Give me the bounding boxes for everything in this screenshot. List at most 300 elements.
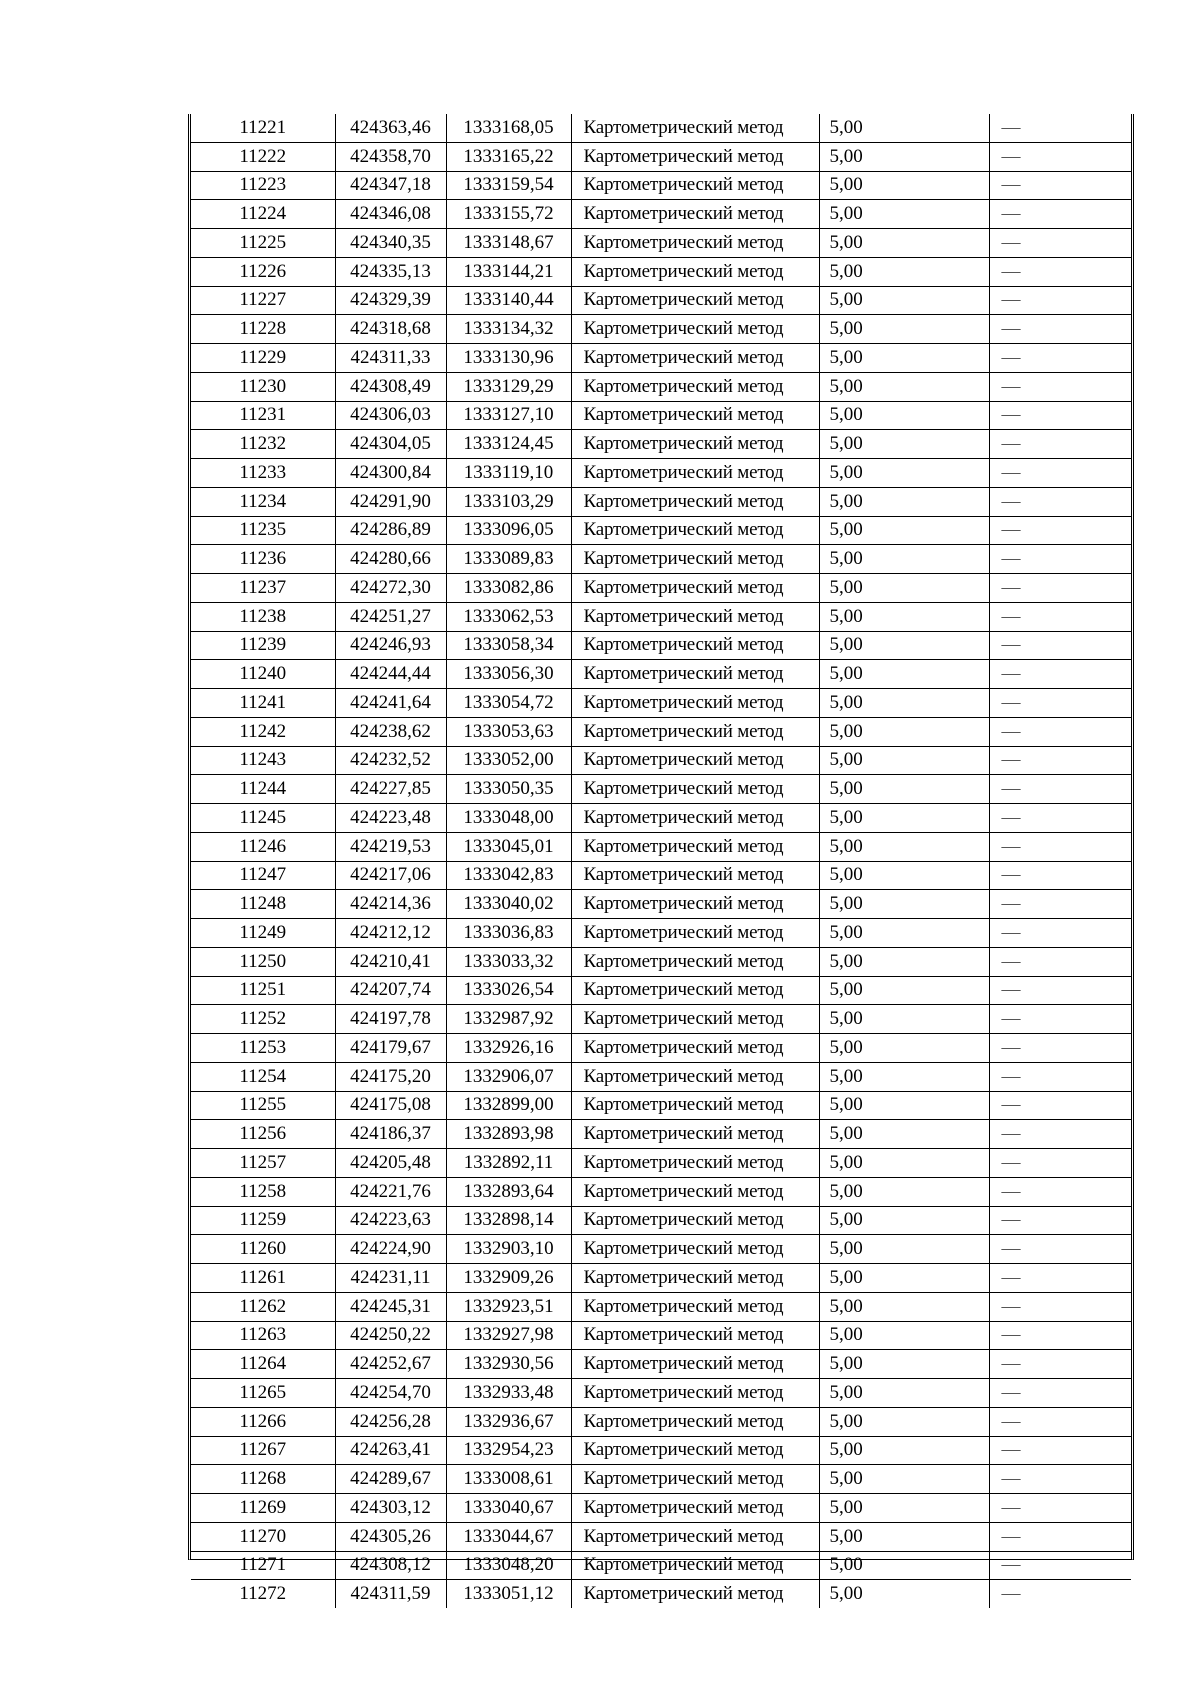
- description-cell: —: [989, 1177, 1131, 1206]
- method-cell: Картометрический метод: [571, 602, 819, 631]
- x-coordinate-cell: 424252,67: [335, 1350, 446, 1379]
- method-cell: Картометрический метод: [571, 689, 819, 718]
- method-cell: Картометрический метод: [571, 1235, 819, 1264]
- description-cell: —: [989, 832, 1131, 861]
- table-row: [191, 1465, 1131, 1494]
- point-number-cell: 11266: [191, 1407, 335, 1436]
- accuracy-cell: 5,00: [819, 804, 989, 833]
- accuracy-cell: 5,00: [819, 947, 989, 976]
- method-cell: Картометрический метод: [571, 1034, 819, 1063]
- y-coordinate-cell: 1333148,67: [446, 229, 571, 258]
- description-cell: —: [989, 660, 1131, 689]
- point-number-cell: 11264: [191, 1350, 335, 1379]
- table-row: [191, 1494, 1131, 1523]
- y-coordinate-cell: 1333048,20: [446, 1551, 571, 1580]
- method-cell: Картометрический метод: [571, 1407, 819, 1436]
- x-coordinate-cell: 424335,13: [335, 257, 446, 286]
- accuracy-cell: 5,00: [819, 114, 989, 142]
- y-coordinate-cell: 1333119,10: [446, 459, 571, 488]
- point-number-cell: 11259: [191, 1206, 335, 1235]
- x-coordinate-cell: 424254,70: [335, 1379, 446, 1408]
- method-cell: Картометрический метод: [571, 286, 819, 315]
- table-row: [191, 1350, 1131, 1379]
- accuracy-cell: 5,00: [819, 257, 989, 286]
- y-coordinate-cell: 1332898,14: [446, 1206, 571, 1235]
- table-row: [191, 947, 1131, 976]
- method-cell: Картометрический метод: [571, 832, 819, 861]
- point-number-cell: 11235: [191, 516, 335, 545]
- table-row: [191, 1177, 1131, 1206]
- table-row: [191, 1522, 1131, 1551]
- method-cell: Картометрический метод: [571, 1005, 819, 1034]
- description-cell: —: [989, 430, 1131, 459]
- y-coordinate-cell: 1333134,32: [446, 315, 571, 344]
- method-cell: Картометрический метод: [571, 631, 819, 660]
- accuracy-cell: 5,00: [819, 430, 989, 459]
- y-coordinate-cell: 1332933,48: [446, 1379, 571, 1408]
- point-number-cell: 11244: [191, 775, 335, 804]
- point-number-cell: 11268: [191, 1465, 335, 1494]
- coordinates-table: [191, 114, 1131, 1608]
- description-cell: —: [989, 947, 1131, 976]
- method-cell: Картометрический метод: [571, 1436, 819, 1465]
- description-cell: —: [989, 459, 1131, 488]
- point-number-cell: 11221: [239, 116, 287, 138]
- y-coordinate-cell: 1333124,45: [446, 430, 571, 459]
- y-coordinate-cell: 1332954,23: [446, 1436, 571, 1465]
- table-row: [191, 631, 1131, 660]
- accuracy-cell: 5,00: [819, 459, 989, 488]
- description-cell: —: [989, 1264, 1131, 1293]
- point-number-cell: 11248: [191, 890, 335, 919]
- table-row: [191, 890, 1131, 919]
- x-coordinate-cell: 424223,63: [335, 1206, 446, 1235]
- method-cell: Картометрический метод: [571, 142, 819, 171]
- y-coordinate-cell: 1333054,72: [446, 689, 571, 718]
- point-number-cell: 11239: [191, 631, 335, 660]
- table-row: [191, 602, 1131, 631]
- table-row: [191, 142, 1131, 171]
- method-cell: Картометрический метод: [571, 459, 819, 488]
- table-row: [191, 200, 1131, 229]
- accuracy-cell: 5,00: [819, 1580, 989, 1608]
- accuracy-cell: 5,00: [819, 229, 989, 258]
- table-row: [191, 401, 1131, 430]
- accuracy-cell: 5,00: [819, 344, 989, 373]
- x-coordinate-cell: 424306,03: [335, 401, 446, 430]
- accuracy-cell: 5,00: [819, 1264, 989, 1293]
- x-coordinate-cell: 424186,37: [335, 1120, 446, 1149]
- description-cell: —: [989, 229, 1131, 258]
- description-cell: —: [989, 1292, 1131, 1321]
- x-coordinate-cell: 424219,53: [335, 832, 446, 861]
- method-cell: Картометрический метод: [571, 1149, 819, 1178]
- point-number-cell: 11261: [191, 1264, 335, 1293]
- description-cell: —: [989, 545, 1131, 574]
- accuracy-cell: 5,00: [819, 919, 989, 948]
- method-cell: Картометрический метод: [571, 1580, 819, 1608]
- method-cell: Картометрический метод: [571, 1465, 819, 1494]
- method-cell: Картометрический метод: [571, 775, 819, 804]
- description-cell: —: [989, 1350, 1131, 1379]
- table-row: [191, 286, 1131, 315]
- point-number-cell: 11228: [191, 315, 335, 344]
- y-coordinate-cell: 1333036,83: [446, 919, 571, 948]
- description-cell: —: [989, 1494, 1131, 1523]
- method-cell: Картометрический метод: [571, 430, 819, 459]
- point-number-cell: 11272: [191, 1580, 335, 1608]
- x-coordinate-cell: 424205,48: [335, 1149, 446, 1178]
- table-row: [191, 1292, 1131, 1321]
- description-cell: —: [989, 1379, 1131, 1408]
- description-cell: —: [989, 1062, 1131, 1091]
- y-coordinate-cell: 1332936,67: [446, 1407, 571, 1436]
- table-row: [191, 1551, 1131, 1580]
- coordinates-table-body: [191, 114, 1131, 1608]
- table-row: [191, 861, 1131, 890]
- point-number-cell: 11255: [191, 1091, 335, 1120]
- description-cell: —: [989, 200, 1131, 229]
- method-cell: Картометрический метод: [571, 947, 819, 976]
- y-coordinate-cell: 1333045,01: [446, 832, 571, 861]
- y-coordinate-cell: 1332926,16: [446, 1034, 571, 1063]
- x-coordinate-cell: 424340,35: [335, 229, 446, 258]
- table-row: [191, 344, 1131, 373]
- table-row: [191, 430, 1131, 459]
- x-coordinate-cell: 424363,46: [335, 114, 446, 142]
- description-cell: —: [989, 372, 1131, 401]
- method-cell: Картометрический метод: [571, 1350, 819, 1379]
- y-coordinate-cell: 1333044,67: [446, 1522, 571, 1551]
- y-coordinate-cell: 1332923,51: [446, 1292, 571, 1321]
- x-coordinate-cell: 424231,11: [335, 1264, 446, 1293]
- x-coordinate-cell: 424251,27: [335, 602, 446, 631]
- x-coordinate-cell: 424246,93: [335, 631, 446, 660]
- point-number-cell: 11223: [191, 171, 335, 200]
- y-coordinate-cell: 1333089,83: [446, 545, 571, 574]
- method-cell: Картометрический метод: [571, 372, 819, 401]
- point-number-cell: 11237: [191, 574, 335, 603]
- point-number-cell: 11267: [191, 1436, 335, 1465]
- description-cell: —: [989, 717, 1131, 746]
- method-cell: Картометрический метод: [571, 1494, 819, 1523]
- x-coordinate-cell: 424179,67: [335, 1034, 446, 1063]
- x-coordinate-cell: 424311,59: [335, 1580, 446, 1608]
- y-coordinate-cell: 1333165,22: [446, 142, 571, 171]
- description-cell: —: [989, 315, 1131, 344]
- point-number-cell: 11241: [191, 689, 335, 718]
- table-row: [191, 1264, 1131, 1293]
- method-cell: Картометрический метод: [571, 1379, 819, 1408]
- table-row: [191, 1062, 1131, 1091]
- table-row: [191, 919, 1131, 948]
- accuracy-cell: 5,00: [819, 401, 989, 430]
- x-coordinate-cell: 424175,20: [335, 1062, 446, 1091]
- table-row: [191, 1379, 1131, 1408]
- y-coordinate-cell: 1333056,30: [446, 660, 571, 689]
- description-cell: —: [989, 142, 1131, 171]
- method-cell: Картометрический метод: [571, 976, 819, 1005]
- point-number-cell: 11262: [191, 1292, 335, 1321]
- point-number-cell: 11229: [191, 344, 335, 373]
- table-row: [191, 1436, 1131, 1465]
- point-number-cell: 11269: [191, 1494, 335, 1523]
- method-cell: Картометрический метод: [571, 516, 819, 545]
- point-number-cell: 11222: [191, 142, 335, 171]
- accuracy-cell: 5,00: [819, 976, 989, 1005]
- accuracy-cell: 5,00: [819, 574, 989, 603]
- accuracy-cell: 5,00: [819, 315, 989, 344]
- method-cell: Картометрический метод: [571, 1206, 819, 1235]
- accuracy-cell: 5,00: [819, 832, 989, 861]
- y-coordinate-cell: 1333103,29: [446, 487, 571, 516]
- x-coordinate-cell: 424280,66: [335, 545, 446, 574]
- method-cell: Картометрический метод: [571, 315, 819, 344]
- y-coordinate-cell: 1333042,83: [446, 861, 571, 890]
- description-cell: —: [989, 1465, 1131, 1494]
- table-row: [191, 1091, 1131, 1120]
- description-cell: —: [989, 1206, 1131, 1235]
- y-coordinate-cell: 1333033,32: [446, 947, 571, 976]
- y-coordinate-cell: 1333062,53: [446, 602, 571, 631]
- y-coordinate-cell: 1332927,98: [446, 1321, 571, 1350]
- x-coordinate-cell: 424318,68: [335, 315, 446, 344]
- x-coordinate-cell: 424304,05: [335, 430, 446, 459]
- accuracy-cell: 5,00: [819, 142, 989, 171]
- description-cell: —: [989, 257, 1131, 286]
- table-row: [191, 171, 1131, 200]
- table-row: [191, 372, 1131, 401]
- x-coordinate-cell: 424250,22: [335, 1321, 446, 1350]
- x-coordinate-cell: 424212,12: [335, 919, 446, 948]
- accuracy-cell: 5,00: [819, 1177, 989, 1206]
- x-coordinate-cell: 424217,06: [335, 861, 446, 890]
- table-row: [191, 1120, 1131, 1149]
- x-coordinate-cell: 424224,90: [335, 1235, 446, 1264]
- x-coordinate-cell: 424308,12: [335, 1551, 446, 1580]
- y-coordinate-cell: 1333130,96: [446, 344, 571, 373]
- accuracy-cell: 5,00: [819, 1465, 989, 1494]
- description-cell: —: [989, 602, 1131, 631]
- method-cell: Картометрический метод: [571, 1264, 819, 1293]
- x-coordinate-cell: 424300,84: [335, 459, 446, 488]
- method-cell: Картометрический метод: [571, 1321, 819, 1350]
- accuracy-cell: 5,00: [819, 1551, 989, 1580]
- y-coordinate-cell: 1333058,34: [446, 631, 571, 660]
- y-coordinate-cell: 1332906,07: [446, 1062, 571, 1091]
- accuracy-cell: 5,00: [819, 689, 989, 718]
- point-number-cell: 11232: [191, 430, 335, 459]
- point-number-cell: 11271: [191, 1551, 335, 1580]
- point-number-cell: 11242: [191, 717, 335, 746]
- point-number-cell: 11226: [191, 257, 335, 286]
- method-cell: Картометрический метод: [571, 401, 819, 430]
- description-cell: —: [989, 1522, 1131, 1551]
- y-coordinate-cell: 1333129,29: [446, 372, 571, 401]
- point-number-cell: 11234: [191, 487, 335, 516]
- point-number-cell: 11247: [191, 861, 335, 890]
- x-coordinate-cell: 424305,26: [335, 1522, 446, 1551]
- x-coordinate-cell: 424263,41: [335, 1436, 446, 1465]
- y-coordinate-cell: 1333040,02: [446, 890, 571, 919]
- x-coordinate-cell: 424214,36: [335, 890, 446, 919]
- y-coordinate-cell: 1333140,44: [446, 286, 571, 315]
- x-coordinate-cell: 424308,49: [335, 372, 446, 401]
- point-number-cell: 11231: [191, 401, 335, 430]
- x-coordinate-cell: 424210,41: [335, 947, 446, 976]
- description-cell: —: [989, 1551, 1131, 1580]
- description-cell: —: [989, 1034, 1131, 1063]
- method-cell: Картометрический метод: [571, 200, 819, 229]
- table-row: [191, 1580, 1131, 1608]
- y-coordinate-cell: 1333096,05: [446, 516, 571, 545]
- table-row: [191, 775, 1131, 804]
- table-row: [191, 315, 1131, 344]
- point-number-cell: 11270: [191, 1522, 335, 1551]
- point-number-cell: 11245: [191, 804, 335, 833]
- x-coordinate-cell: 424227,85: [335, 775, 446, 804]
- x-coordinate-cell: 424238,62: [335, 717, 446, 746]
- accuracy-cell: 5,00: [819, 660, 989, 689]
- accuracy-cell: 5,00: [819, 171, 989, 200]
- accuracy-cell: 5,00: [819, 516, 989, 545]
- table-row: [191, 804, 1131, 833]
- accuracy-cell: 5,00: [819, 1350, 989, 1379]
- method-cell: Картометрический метод: [571, 344, 819, 373]
- y-coordinate-cell: 1332899,00: [446, 1091, 571, 1120]
- point-number-cell: 11227: [191, 286, 335, 315]
- point-number-cell: 11265: [191, 1379, 335, 1408]
- accuracy-cell: 5,00: [819, 1120, 989, 1149]
- x-coordinate-cell: 424232,52: [335, 746, 446, 775]
- y-coordinate-cell: 1333051,12: [446, 1580, 571, 1608]
- y-coordinate-cell: 1333053,63: [446, 717, 571, 746]
- point-number-cell: 11236: [191, 545, 335, 574]
- y-coordinate-cell: 1332892,11: [446, 1149, 571, 1178]
- table-row: [191, 229, 1131, 258]
- description-cell: —: [989, 1091, 1131, 1120]
- accuracy-cell: 5,00: [819, 1149, 989, 1178]
- x-coordinate-cell: 424175,08: [335, 1091, 446, 1120]
- table-row: [191, 459, 1131, 488]
- table-row: [191, 1321, 1131, 1350]
- description-cell: —: [989, 919, 1131, 948]
- description-cell: —: [989, 114, 1131, 142]
- x-coordinate-cell: 424286,89: [335, 516, 446, 545]
- description-cell: —: [989, 286, 1131, 315]
- coordinates-table-frame: [188, 114, 1134, 1605]
- point-number-cell: 11256: [191, 1120, 335, 1149]
- description-cell: —: [989, 516, 1131, 545]
- table-row: [191, 487, 1131, 516]
- y-coordinate-cell: 1332903,10: [446, 1235, 571, 1264]
- method-cell: Картометрический метод: [571, 1551, 819, 1580]
- table-row: [191, 746, 1131, 775]
- y-coordinate-cell: 1333168,05: [446, 114, 571, 142]
- description-cell: —: [989, 1407, 1131, 1436]
- description-cell: —: [989, 1120, 1131, 1149]
- x-coordinate-cell: 424303,12: [335, 1494, 446, 1523]
- point-number-cell: 11224: [191, 200, 335, 229]
- y-coordinate-cell: 1333026,54: [446, 976, 571, 1005]
- point-number-cell: 11250: [191, 947, 335, 976]
- point-number-cell: 11253: [191, 1034, 335, 1063]
- accuracy-cell: 5,00: [819, 631, 989, 660]
- accuracy-cell: 5,00: [819, 890, 989, 919]
- y-coordinate-cell: 1332909,26: [446, 1264, 571, 1293]
- x-coordinate-cell: 424329,39: [335, 286, 446, 315]
- accuracy-cell: 5,00: [819, 1321, 989, 1350]
- y-coordinate-cell: 1333159,54: [446, 171, 571, 200]
- x-coordinate-cell: 424245,31: [335, 1292, 446, 1321]
- point-number-cell: 11252: [191, 1005, 335, 1034]
- accuracy-cell: 5,00: [819, 602, 989, 631]
- table-row: [191, 1235, 1131, 1264]
- table-row: [191, 574, 1131, 603]
- description-cell: —: [989, 890, 1131, 919]
- x-coordinate-cell: 424207,74: [335, 976, 446, 1005]
- description-cell: —: [989, 631, 1131, 660]
- point-number-cell: 11258: [191, 1177, 335, 1206]
- description-cell: —: [989, 1580, 1131, 1608]
- point-number-cell: 11225: [191, 229, 335, 258]
- y-coordinate-cell: 1333052,00: [446, 746, 571, 775]
- description-cell: —: [989, 171, 1131, 200]
- description-cell: —: [989, 861, 1131, 890]
- method-cell: Картометрический метод: [571, 919, 819, 948]
- x-coordinate-cell: 424256,28: [335, 1407, 446, 1436]
- method-cell: Картометрический метод: [571, 1292, 819, 1321]
- description-cell: —: [989, 689, 1131, 718]
- y-coordinate-cell: 1333082,86: [446, 574, 571, 603]
- accuracy-cell: 5,00: [819, 1494, 989, 1523]
- method-cell: Картометрический метод: [571, 1177, 819, 1206]
- accuracy-cell: 5,00: [819, 1206, 989, 1235]
- table-row: [191, 1206, 1131, 1235]
- method-cell: Картометрический метод: [571, 229, 819, 258]
- method-cell: Картометрический метод: [571, 717, 819, 746]
- accuracy-cell: 5,00: [819, 861, 989, 890]
- accuracy-cell: 5,00: [819, 200, 989, 229]
- table-row: [191, 717, 1131, 746]
- y-coordinate-cell: 1333144,21: [446, 257, 571, 286]
- point-number-cell: 11249: [191, 919, 335, 948]
- description-cell: —: [989, 746, 1131, 775]
- table-row: [191, 545, 1131, 574]
- table-row: [191, 1149, 1131, 1178]
- description-cell: —: [989, 401, 1131, 430]
- point-number-cell: 11257: [191, 1149, 335, 1178]
- description-cell: —: [989, 487, 1131, 516]
- y-coordinate-cell: 1333127,10: [446, 401, 571, 430]
- y-coordinate-cell: 1332987,92: [446, 1005, 571, 1034]
- accuracy-cell: 5,00: [819, 1062, 989, 1091]
- table-row: [191, 1005, 1131, 1034]
- method-cell: Картометрический метод: [571, 171, 819, 200]
- accuracy-cell: 5,00: [819, 717, 989, 746]
- table-row: [191, 976, 1131, 1005]
- description-cell: —: [989, 1005, 1131, 1034]
- accuracy-cell: 5,00: [819, 1091, 989, 1120]
- method-cell: Картометрический метод: [571, 1091, 819, 1120]
- method-cell: Картометрический метод: [571, 746, 819, 775]
- x-coordinate-cell: 424241,64: [335, 689, 446, 718]
- x-coordinate-cell: 424223,48: [335, 804, 446, 833]
- accuracy-cell: 5,00: [819, 487, 989, 516]
- y-coordinate-cell: 1333050,35: [446, 775, 571, 804]
- x-coordinate-cell: 424347,18: [335, 171, 446, 200]
- description-cell: —: [989, 1436, 1131, 1465]
